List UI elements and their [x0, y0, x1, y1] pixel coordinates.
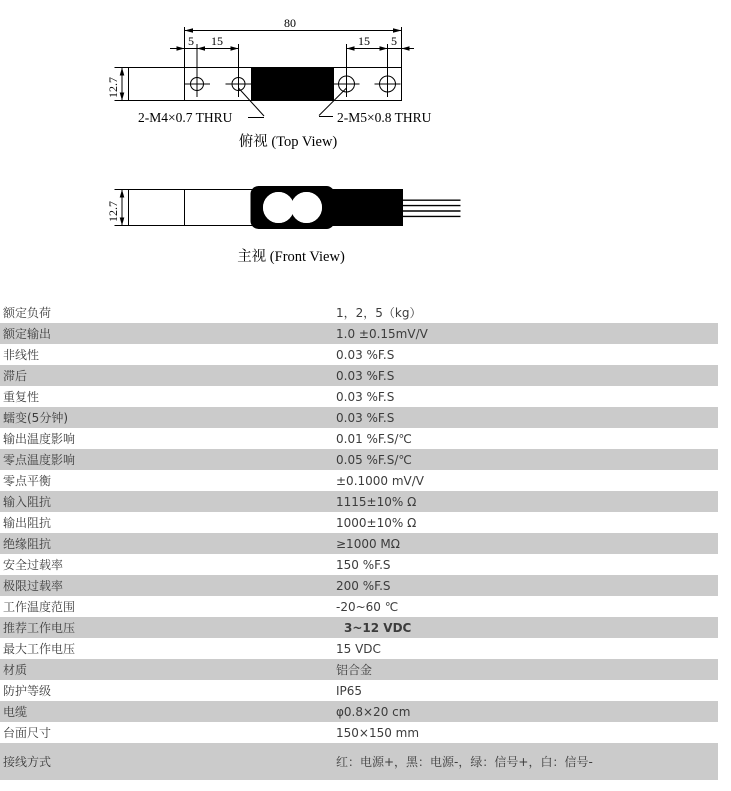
- dim-arrow: [393, 28, 402, 33]
- table-row: [0, 449, 718, 470]
- spec-label: 极限过载率: [3, 579, 64, 593]
- front-view-caption: 主视 (Front View): [237, 249, 345, 265]
- spring-element-hole-fill: [263, 192, 294, 223]
- table-row: [0, 617, 718, 638]
- table-row: [0, 659, 718, 680]
- spec-label: 额定输出: [3, 327, 52, 341]
- dim-arrow: [120, 190, 125, 198]
- spec-value: 0.01 %F.S/℃: [336, 431, 412, 446]
- table-row: [0, 470, 718, 491]
- spec-value: 1，2，5（kg）: [336, 306, 422, 320]
- spec-label: 安全过载率: [3, 558, 64, 572]
- table-row: [0, 638, 718, 659]
- table-row: [0, 575, 718, 596]
- spec-value: 红：电源+，黑：电源-，绿：信号+，白：信号-: [336, 755, 593, 769]
- spring-element-hole-fill: [291, 192, 322, 223]
- spec-value: 0.03 %F.S: [336, 368, 395, 383]
- spec-value: 0.03 %F.S: [336, 389, 395, 404]
- table-row: [0, 533, 718, 554]
- dim-arrow: [120, 93, 125, 101]
- spec-value: IP65: [336, 683, 363, 698]
- spec-value: 1.0 ±0.15mV/V: [336, 326, 428, 341]
- dim-arrow: [402, 46, 410, 51]
- spec-label: 最大工作电压: [3, 642, 76, 656]
- spec-value: 15 VDC: [336, 641, 381, 656]
- spec-label: 输出温度影响: [3, 432, 76, 446]
- thread-spec-m5: 2-M5×0.8 THRU: [337, 110, 432, 125]
- dimension-label-height: 12.7: [106, 201, 120, 222]
- spec-label: 电缆: [3, 705, 28, 719]
- spec-value: 150×150 mm: [336, 725, 420, 740]
- table-row: [0, 407, 718, 428]
- spec-value: 1000±10% Ω: [336, 515, 417, 530]
- table-row: [0, 512, 718, 533]
- dimension-label-left-pitch: 15: [211, 34, 223, 48]
- spec-label: 零点平衡: [3, 474, 52, 488]
- spec-table: [0, 302, 718, 780]
- table-row: [0, 386, 718, 407]
- dimension-label-height: 12.7: [106, 77, 120, 98]
- spec-value: ≥1000 MΩ: [336, 536, 400, 551]
- table-row: [0, 323, 718, 344]
- spec-value: 0.03 %F.S: [336, 347, 395, 362]
- front-view: [106, 186, 461, 265]
- spec-label: 工作温度范围: [3, 600, 76, 614]
- spec-value: 1115±10% Ω: [336, 494, 417, 509]
- dim-arrow: [177, 46, 185, 51]
- spec-label: 输出阻抗: [3, 516, 52, 530]
- dimension-label-right-edge: 5: [391, 34, 397, 48]
- dimension-label-total-length: 80: [284, 16, 296, 30]
- spec-label: 额定负荷: [3, 306, 52, 320]
- table-row: [0, 491, 718, 512]
- dim-arrow: [347, 46, 355, 51]
- table-row: [0, 554, 718, 575]
- spec-label: 非线性: [3, 348, 40, 362]
- table-row: [0, 365, 718, 386]
- spec-label: 蠕变(5分钟): [3, 411, 68, 425]
- dim-arrow: [185, 28, 194, 33]
- table-row: [0, 302, 718, 323]
- spec-label: 重复性: [3, 390, 40, 404]
- table-row: [0, 722, 718, 743]
- spec-label: 绝缘阻抗: [3, 537, 52, 551]
- spec-label: 接线方式: [3, 755, 52, 769]
- dimension-label-left-edge: 5: [188, 34, 194, 48]
- dim-arrow: [120, 218, 125, 226]
- spec-value: 0.03 %F.S: [336, 410, 395, 425]
- dimension-label-right-pitch: 15: [358, 34, 370, 48]
- spec-label: 材质: [3, 663, 28, 677]
- spec-label: 零点温度影响: [3, 453, 76, 467]
- spec-value: φ0.8×20 cm: [336, 704, 411, 719]
- spec-label: 防护等级: [3, 684, 52, 698]
- spec-value-highlighted: 3~12 VDC: [344, 620, 412, 635]
- spec-label: 输入阻抗: [3, 495, 52, 509]
- spec-value: 200 %F.S: [336, 578, 391, 593]
- table-row: [0, 344, 718, 365]
- spec-value: ±0.1000 mV/V: [336, 473, 425, 488]
- spec-value: -20~60 ℃: [336, 599, 399, 614]
- table-row: [0, 428, 718, 449]
- spec-label: 台面尺寸: [3, 726, 52, 740]
- spec-label: 推荐工作电压: [3, 621, 76, 635]
- top-view-caption: 俯视 (Top View): [238, 134, 338, 150]
- dim-arrow: [120, 68, 125, 76]
- dim-arrow: [231, 46, 239, 51]
- technical-drawing: [0, 0, 731, 295]
- top-view-black-section: [251, 68, 334, 101]
- top-view: [106, 16, 432, 150]
- table-row: [0, 680, 718, 701]
- spec-value: 铝合金: [336, 663, 373, 677]
- dim-arrow: [197, 46, 205, 51]
- table-row: [0, 701, 718, 722]
- spec-value: 0.05 %F.S/℃: [336, 452, 412, 467]
- cable-boot: [330, 190, 403, 226]
- table-row: [0, 596, 718, 617]
- spec-value: 150 %F.S: [336, 557, 391, 572]
- spec-label: 滞后: [3, 369, 28, 383]
- dim-arrow: [380, 46, 388, 51]
- table-row: [0, 743, 718, 780]
- thread-spec-m4: 2-M4×0.7 THRU: [138, 110, 233, 125]
